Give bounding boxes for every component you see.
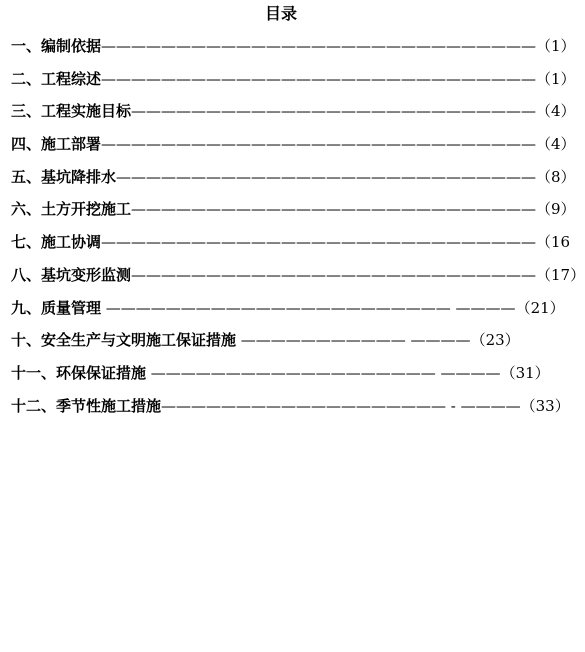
- toc-entry-label: 十二、季节性施工措施: [11, 396, 162, 415]
- toc-entry: [11, 297, 565, 330]
- toc-entry: [11, 68, 576, 101]
- toc-entry-leader: ——————————————————— - ————: [161, 396, 521, 415]
- toc-entry-leader: ——————————————————— ————: [146, 363, 501, 382]
- toc-entry-leader: —————————————————————————————: [101, 233, 537, 252]
- toc-entry-leader: —————————————————————————————: [101, 135, 537, 154]
- toc-entry-label: 六、土方开挖施工: [11, 200, 132, 219]
- toc-entry: [11, 100, 576, 133]
- toc-entry-leader: ————————————————————————————: [116, 167, 537, 186]
- toc-entry: [11, 166, 576, 199]
- toc-entry-page: （23）: [470, 331, 520, 350]
- toc-entry-leader: ———————————————————————————: [131, 102, 537, 121]
- toc-entry: [11, 133, 576, 166]
- toc-entry-label: 九、质量管理: [11, 298, 102, 317]
- toc-entry-page: （1）: [536, 37, 576, 55]
- toc-entry-page: （17）: [536, 265, 585, 284]
- toc-title: 目录: [264, 4, 297, 23]
- toc-entry-page: （31）: [500, 363, 550, 382]
- toc-entry-page: （1）: [536, 69, 576, 88]
- toc-entry-label: 四、施工部署: [11, 135, 102, 154]
- toc-entry: [11, 35, 576, 68]
- toc-entry-label: 五、基坑降排水: [11, 167, 117, 186]
- toc-entry-page: （33）: [520, 396, 570, 415]
- toc-entry-page: （4）: [536, 102, 576, 121]
- toc-entry-label: 七、施工协调: [11, 233, 102, 252]
- toc-entry-label: 十、安全生产与文明施工保证措施: [11, 331, 237, 350]
- toc-entry-label: 十一、环保保证措施: [11, 363, 147, 382]
- toc-entry-leader: ——————————————————————— ————: [101, 298, 516, 317]
- toc-entry-page: （4）: [536, 135, 576, 154]
- toc-entry-label: 一、编制依据: [11, 37, 102, 55]
- toc-list: [11, 35, 585, 427]
- toc-entry: [11, 362, 550, 395]
- toc-entry-page: （16: [536, 233, 571, 252]
- toc-entry-leader: —————————————————————————————: [101, 69, 537, 88]
- toc-entry: [11, 395, 570, 428]
- toc-entry-leader: ——————————— ————: [236, 331, 471, 350]
- toc-entry-leader: —————————————————————————————: [101, 37, 537, 55]
- toc-entry-leader: ———————————————————————————: [131, 265, 537, 284]
- toc-entry-label: 八、基坑变形监测: [11, 265, 132, 284]
- toc-entry-page: （21）: [515, 298, 565, 317]
- toc-entry: [11, 198, 576, 231]
- toc-entry-label: 二、工程综述: [11, 69, 102, 88]
- toc-entry: [11, 264, 585, 297]
- toc-entry-leader: ———————————————————————————: [131, 200, 537, 219]
- toc-entry: [11, 329, 543, 362]
- toc-entry-page: （8）: [536, 167, 576, 186]
- toc-entry-page: （9）: [536, 200, 576, 219]
- toc-entry-label: 三、工程实施目标: [11, 102, 132, 121]
- toc-entry: [11, 231, 571, 264]
